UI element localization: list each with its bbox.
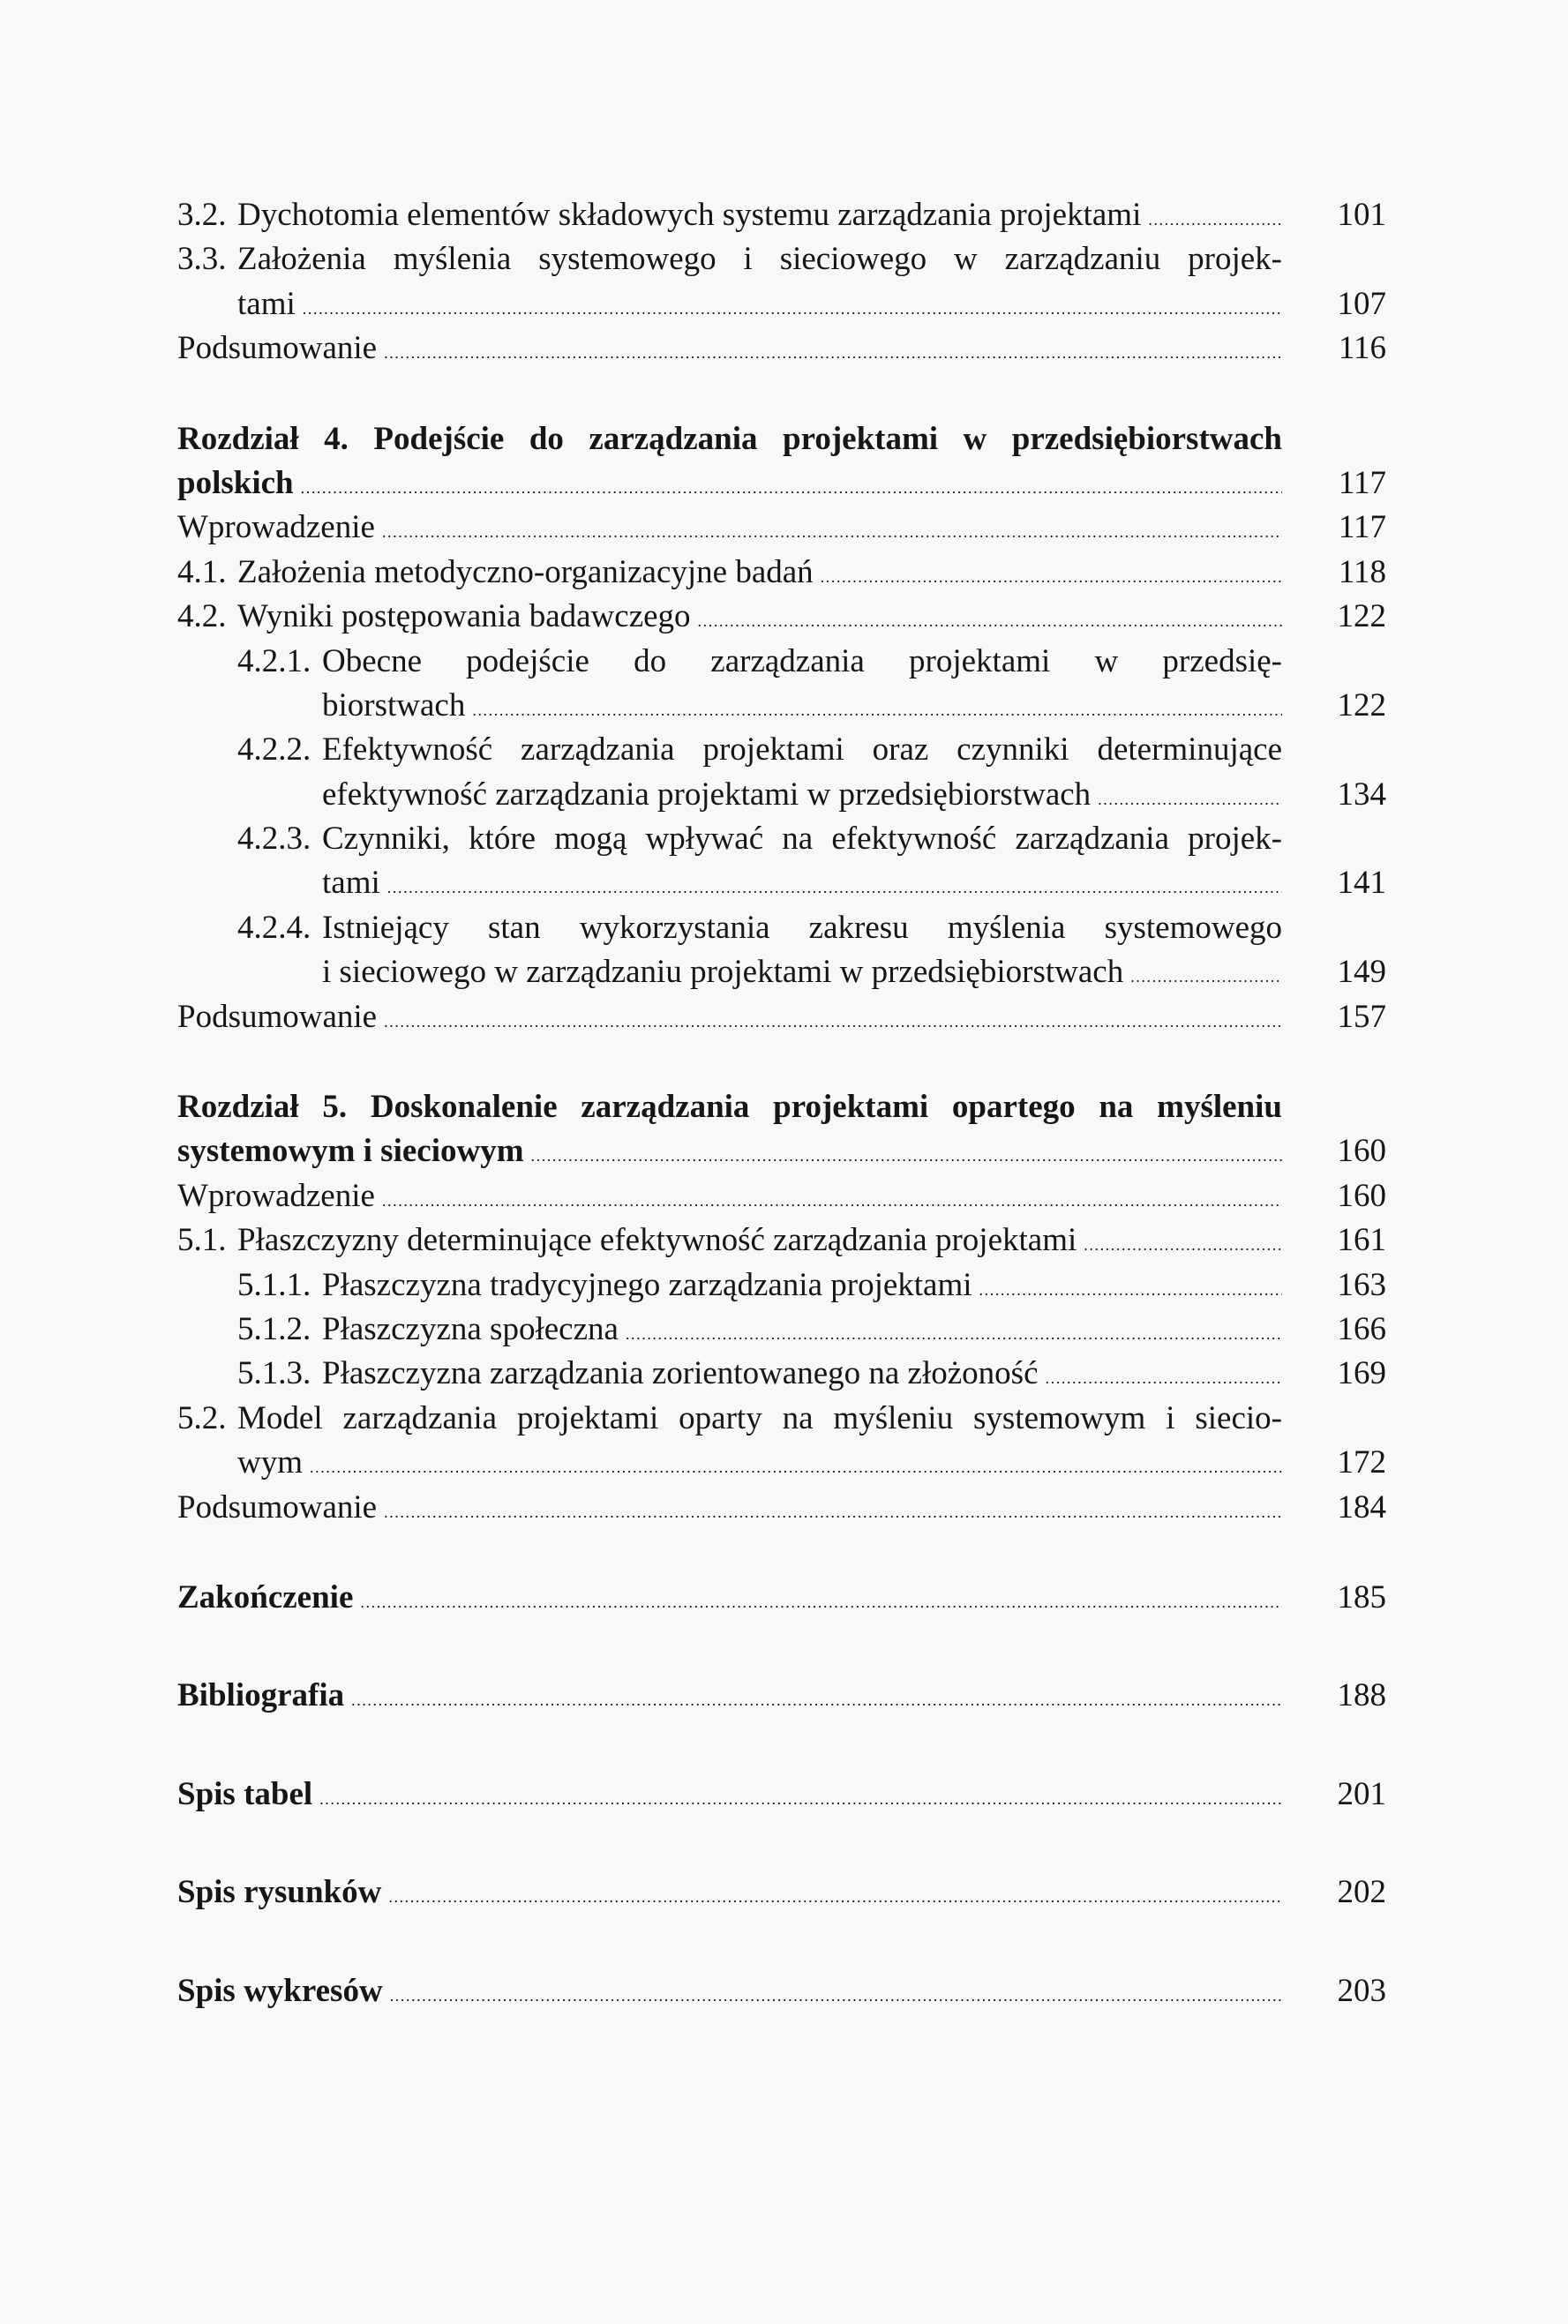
page-number: 160 [1337,1133,1386,1170]
section-number: 4.2. [177,598,227,635]
page-number: 188 [1337,1677,1386,1714]
entry-title: Wprowadzenie [177,509,375,546]
entry-title: Rozdział 5. Doskonalenie zarządzania projektami opartego na myśleniu [177,1089,1282,1126]
page-number: 101 [1337,197,1386,233]
section-number: 4.2.1. [237,642,311,679]
page-number: 122 [1337,598,1386,635]
entry-title: Założenia metodyczno-organizacyjne badań [237,553,814,590]
toc-chapter-entry[interactable] [177,1969,1386,2013]
toc-chapter-entry[interactable] [177,1870,1386,1915]
page-number: 184 [1337,1488,1386,1526]
entry-title: Płaszczyzny determinujące efektywność zarządzania projektami [237,1222,1077,1259]
toc-entry[interactable] [177,595,1386,639]
dot-leader [382,510,1282,554]
section-number: 5.1.3. [237,1355,311,1392]
page-number: 166 [1337,1310,1386,1347]
entry-title: Spis rysunków [177,1874,382,1911]
section-number: 5.1. [177,1222,227,1259]
toc-entry[interactable] [177,1218,1386,1263]
dot-leader [384,331,1282,375]
page-number: 117 [1338,464,1386,501]
entry-title: Płaszczyzna zarządzania zorientowanego na złożoność [322,1355,1039,1392]
page-number: 169 [1337,1355,1386,1392]
dot-leader [310,1445,1282,1489]
page-number: 134 [1337,776,1386,813]
entry-title: polskich [177,464,294,501]
toc-entry[interactable] [177,551,1386,595]
toc-entry-continuation[interactable] [177,950,1386,994]
page-number: 202 [1337,1874,1386,1911]
toc-entry[interactable] [177,728,1386,772]
entry-title: systemowym i sieciowym [177,1133,524,1170]
dot-leader [351,1678,1282,1722]
dot-leader [303,287,1282,331]
dot-leader [472,688,1282,732]
page-number: 185 [1337,1578,1386,1616]
entry-title: Obecne podejście do zarządzania projektami w przedsię- [322,642,1282,679]
entry-title: efektywność zarządzania projektami w przedsiębiorstwach [322,776,1092,813]
section-number: 5.1.2. [237,1310,311,1347]
dot-leader [1084,1223,1282,1267]
dot-leader [384,1000,1282,1044]
entry-title: Istniejący stan wykorzystania zakresu myślenia systemowego [322,909,1282,946]
entry-title: Rozdział 4. Podejście do zarządzania projektami w przedsiębiorstwach [177,420,1282,457]
entry-title: Dychotomia elementów składowych systemu zarządzania projektami [237,197,1142,233]
toc-chapter-entry[interactable] [177,417,1386,461]
entry-title: Zakończenie [177,1578,354,1616]
page-number: 203 [1337,1972,1386,2009]
entry-title: tami [322,865,380,902]
page-number: 161 [1337,1222,1386,1259]
entry-title: Efektywność zarządzania projektami oraz czynniki determinujące [322,731,1282,768]
entry-title: Płaszczyzna tradycyjnego zarządzania projektami [322,1266,972,1303]
dot-leader [301,466,1282,510]
dot-leader [1130,955,1282,999]
toc-entry[interactable] [177,1352,1386,1396]
toc-entry[interactable] [177,906,1386,950]
entry-title: Podsumowanie [177,1488,378,1526]
dot-leader [1098,777,1282,821]
entry-title: Wyniki postępowania badawczego [237,598,691,635]
toc-entry[interactable] [177,1174,1386,1218]
toc-entry-continuation[interactable] [177,684,1386,728]
entry-title: Spis wykresów [177,1972,383,2009]
page-number: 157 [1337,998,1386,1035]
entry-title: Płaszczyzna społeczna [322,1310,619,1347]
page-number: 201 [1337,1775,1386,1812]
section-number: 5.2. [177,1399,227,1436]
page-number: 163 [1337,1266,1386,1303]
toc-entry[interactable] [177,237,1386,281]
dot-leader [531,1134,1282,1178]
section-number: 4.2.4. [237,909,311,946]
section-number: 3.2. [177,197,227,233]
page-number: 122 [1337,686,1386,723]
toc-entry-continuation[interactable] [177,773,1386,817]
page-number: 107 [1337,285,1386,322]
toc-entry[interactable] [177,326,1386,371]
dot-leader [360,1580,1282,1624]
dot-leader [626,1312,1282,1356]
page-number: 117 [1338,509,1386,546]
section-number: 3.3. [177,241,227,278]
page-number: 160 [1337,1177,1386,1214]
toc-chapter-entry[interactable] [177,1773,1386,1817]
page-number: 149 [1337,954,1386,991]
toc-chapter-entry[interactable] [177,1085,1386,1129]
entry-title: Wprowadzenie [177,1177,375,1214]
dot-leader [1148,198,1282,242]
entry-title: Bibliografia [177,1677,345,1714]
dot-leader [384,1490,1282,1534]
toc-entry[interactable] [177,1486,1386,1530]
entry-title: Podsumowanie [177,998,378,1035]
dot-leader [1046,1356,1282,1400]
entry-title: wym [237,1444,303,1481]
dot-leader [382,1179,1282,1223]
toc-chapter-entry[interactable] [177,1576,1386,1620]
dot-leader [387,866,1282,910]
section-number: 5.1.1. [237,1266,311,1303]
toc-entry-continuation[interactable] [177,1441,1386,1485]
toc-entry[interactable] [177,640,1386,684]
toc-entry[interactable] [177,506,1386,550]
toc-entry[interactable] [177,817,1386,861]
entry-title: i sieciowego w zarządzaniu projektami w przedsiębiorstwach [322,954,1124,991]
entry-title: Podsumowanie [177,330,378,367]
entry-title: tami [237,285,296,322]
section-number: 4.2.3. [237,821,311,858]
toc-entry[interactable] [177,1397,1386,1441]
entry-title: biorstwach [322,686,466,723]
entry-title: Czynniki, które mogą wpływać na efektywność zarządzania projek- [322,821,1282,858]
dot-leader [319,1777,1282,1821]
toc-entry-continuation[interactable] [177,461,1386,506]
toc-entry[interactable] [177,1308,1386,1352]
dot-leader [698,599,1282,643]
toc-entry-continuation[interactable] [177,1129,1386,1173]
toc-entry[interactable] [177,193,1386,237]
toc-entry[interactable] [177,995,1386,1039]
toc-entry[interactable] [177,1263,1386,1308]
dot-leader [821,555,1282,599]
page-number: 172 [1337,1444,1386,1481]
section-number: 4.1. [177,553,227,590]
page-number: 118 [1338,553,1386,590]
dot-leader [979,1268,1282,1312]
toc-chapter-entry[interactable] [177,1674,1386,1718]
table-of-contents [177,193,1386,2013]
entry-title: Model zarządzania projektami oparty na myśleniu systemowym i siecio- [237,1399,1282,1436]
toc-entry-continuation[interactable] [177,282,1386,326]
page-number: 141 [1337,865,1386,902]
toc-entry-continuation[interactable] [177,861,1386,905]
entry-title: Założenia myślenia systemowego i sieciowego w zarządzaniu projek- [237,241,1282,278]
entry-title: Spis tabel [177,1775,313,1812]
page-number: 116 [1338,330,1386,367]
dot-leader [388,1875,1282,1919]
section-number: 4.2.2. [237,731,311,768]
dot-leader [390,1974,1282,2018]
